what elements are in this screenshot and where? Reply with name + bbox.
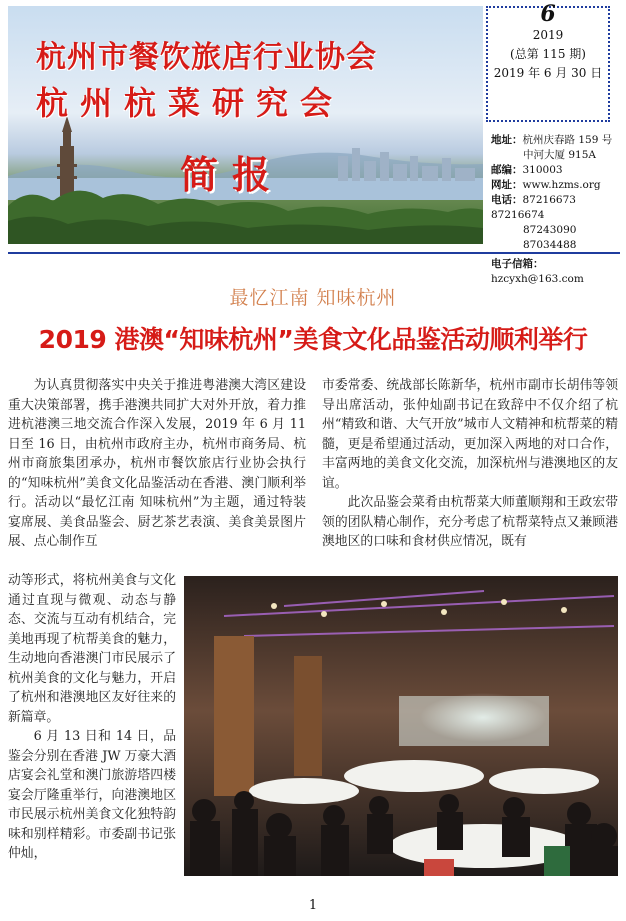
article-headline: 2019 港澳“知味杭州”美食文化品鉴活动顺利举行 [38,325,588,354]
issue-total: (总第 115 期) [510,47,586,61]
phone-line2: 87243090 87034488 [523,224,577,251]
paragraph: 为认真贯彻落实中央关于推进粤港澳大湾区建设重大决策部署，携手港澳共同扩大对外开放，着力推进杭港澳三地交流合作深入发展，2019 年 6 月 11 日至 16 日，由杭州市政府主办，杭州市商务局、杭州市商旅集团承办，杭州市餐饮旅店行业协会执行的“知味杭州”美食文化品鉴活动在香港、澳门顺利举行。活动以“最忆江南 知味杭州”为主题，通过特装宴席展、美食品鉴会、厨艺茶艺表演、美食美景图片展、点心制作互 [8,378,306,549]
issue-box [486,1,610,122]
association-name: 杭州市餐饮旅店行业协会 [36,40,377,75]
phone-line1: 87216673 87216674 [491,194,576,221]
website-link[interactable]: www.hzms.org [522,179,601,191]
phone-label: 电话： [491,194,523,206]
address-line1: 杭州庆春路 159 号 [522,134,613,146]
email-link[interactable]: hzcyxh@163.com [491,273,584,285]
website-label: 网址： [491,179,523,191]
page-number: 1 [308,898,318,913]
paragraph: 此次品鉴会菜肴由杭帮菜大师董顺翔和王政宏带领的团队精心制作，充分考虑了杭帮菜特点又兼顾港澳地区的口味和食材供应情况，既有 [322,495,618,549]
address-line2: 中河大厦 915A [523,149,596,161]
publication-title: 简报 [180,153,285,197]
issue-number: 6 [540,1,556,27]
research-society-name: 杭州杭菜研究会 [36,84,345,122]
postcode: 310003 [522,164,563,176]
paragraph: 市委常委、统战部长陈新华，杭州市副市长胡伟等领导出席活动，张仲灿副书记在致辞中不仅介绍了杭州“精致和谐、大气开放”城市人文精神和杭帮菜的精髓，更是希望通过活动，更加深入两地的对口合作，丰富两地的美食文化交流，加深杭州与港澳地区的友谊。 [322,378,618,491]
paragraph: 6 月 13 日和 14 日，品鉴会分别在香港 JW 万豪大酒店宴会礼堂和澳门旅游塔四楼宴会厅隆重举行，向港澳地区市民展示杭州美食文化独特韵味和别样精彩。市委副书记张仲灿， [8,729,176,861]
email-label: 电子信箱： [491,258,544,270]
address-label: 地址： [491,134,523,146]
header-divider [8,252,620,254]
left-column-narrow [8,571,176,864]
masthead-banner [8,6,483,244]
banquet-photo [184,576,618,876]
contact-info [491,133,621,287]
left-column-top [8,376,306,552]
paragraph: 动等形式，将杭州美食与文化通过直现与微观、动态与静态、交流与互动有机结合，完美地再现了杭帮美食的魅力，生动地向香港澳门市民展示了杭州美食的文化与魅力，开启了杭州和港澳地区友好往来的新篇章。 [8,573,176,725]
issue-date: 2019 年 6 月 30 日 [493,66,603,80]
postcode-label: 邮编： [491,164,523,176]
banquet-hall-illustration [184,576,618,876]
article-slogan: 最忆江南 知味杭州 [229,287,397,309]
right-column [322,376,618,552]
issue-year: 2019 [532,28,564,42]
